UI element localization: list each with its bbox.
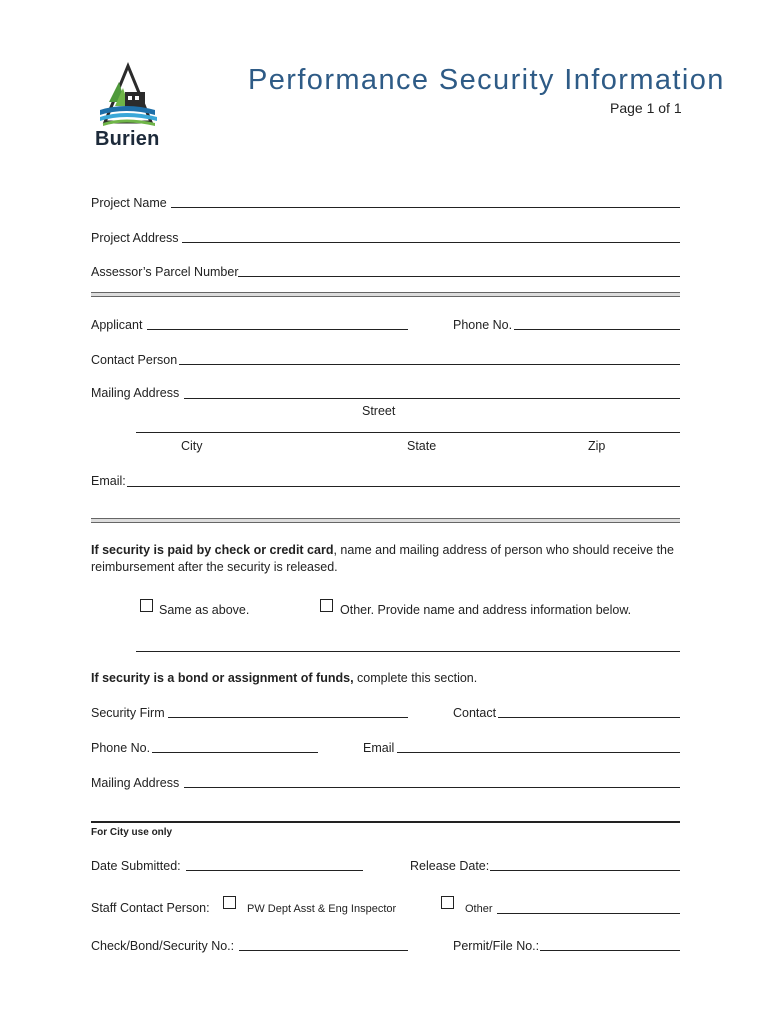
email-field[interactable] <box>127 486 680 487</box>
project-address-label: Project Address <box>91 231 179 245</box>
burien-logo-mark <box>95 62 170 132</box>
zip-caption: Zip <box>588 439 606 453</box>
mailing-address-street-field[interactable] <box>184 398 680 399</box>
bond-phone-field[interactable] <box>152 752 318 753</box>
permit-file-label: Permit/File No.: <box>453 939 540 953</box>
reimbursement-intro <box>91 543 674 557</box>
burien-logo <box>95 62 170 154</box>
pw-dept-label: PW Dept Asst & Eng Inspector <box>247 903 397 915</box>
other-reimbursement-checkbox[interactable] <box>320 599 333 612</box>
security-firm-label: Security Firm <box>91 706 165 720</box>
date-submitted-label: Date Submitted: <box>91 859 181 873</box>
project-name-label: Project Name <box>91 196 167 210</box>
date-submitted-field[interactable] <box>186 870 363 871</box>
mailing-address-label: Mailing Address <box>91 386 180 400</box>
release-date-field[interactable] <box>490 870 680 871</box>
applicant-label: Applicant <box>91 318 143 332</box>
email-label: Email: <box>91 474 126 488</box>
bond-email-field[interactable] <box>397 752 680 753</box>
reimbursement-intro-line2: reimbursement after the security is released. <box>91 560 338 574</box>
check-bond-label: Check/Bond/Security No.: <box>91 939 235 953</box>
reimbursement-intro-bold: If security is paid by check or credit card <box>91 543 334 557</box>
contact-person-label: Contact Person <box>91 353 178 367</box>
street-caption: Street <box>362 404 396 418</box>
page-number: Page 1 of 1 <box>610 100 682 116</box>
parcel-number-label: Assessor’s Parcel Number <box>91 265 239 279</box>
contact-person-field[interactable] <box>179 364 680 365</box>
state-caption: State <box>407 439 437 453</box>
bond-intro-rest: complete this section. <box>353 671 478 685</box>
pw-dept-checkbox[interactable] <box>223 896 236 909</box>
staff-contact-label: Staff Contact Person: <box>91 901 210 915</box>
bond-contact-field[interactable] <box>498 717 680 718</box>
security-firm-field[interactable] <box>168 717 408 718</box>
check-bond-field[interactable] <box>239 950 408 951</box>
bond-phone-label: Phone No. <box>91 741 151 755</box>
other-staff-field[interactable] <box>497 913 680 914</box>
bond-mailing-address-label: Mailing Address <box>91 776 180 790</box>
project-address-field[interactable] <box>182 242 680 243</box>
city-use-divider <box>91 821 680 823</box>
reimbursement-info-field[interactable] <box>136 651 680 652</box>
applicant-phone-label: Phone No. <box>453 318 513 332</box>
project-name-field[interactable] <box>171 207 680 208</box>
reimbursement-intro-rest: , name and mailing address of person who should receive the <box>333 543 674 557</box>
bond-intro <box>91 671 477 685</box>
applicant-phone-field[interactable] <box>514 329 680 330</box>
city-caption: City <box>181 439 203 453</box>
bond-email-label: Email <box>363 741 395 755</box>
section-divider <box>91 292 680 297</box>
bond-mailing-address-field[interactable] <box>184 787 680 788</box>
city-use-heading: For City use only <box>91 827 173 838</box>
burien-logo-text: Burien <box>95 128 160 150</box>
other-reimbursement-label: Other. Provide name and address information below. <box>340 603 632 617</box>
other-staff-label: Other <box>465 903 493 915</box>
parcel-number-field[interactable] <box>238 276 680 277</box>
mailing-address-city-field[interactable] <box>136 432 680 433</box>
bond-contact-label: Contact <box>453 706 497 720</box>
permit-file-field[interactable] <box>540 950 680 951</box>
section-divider <box>91 518 680 523</box>
bond-intro-bold: If security is a bond or assignment of funds, <box>91 671 354 685</box>
other-staff-checkbox[interactable] <box>441 896 454 909</box>
release-date-label: Release Date: <box>410 859 490 873</box>
same-as-above-checkbox[interactable] <box>140 599 153 612</box>
same-as-above-label: Same as above. <box>159 603 250 617</box>
applicant-field[interactable] <box>147 329 408 330</box>
page-title: Performance Security Information <box>248 64 725 96</box>
